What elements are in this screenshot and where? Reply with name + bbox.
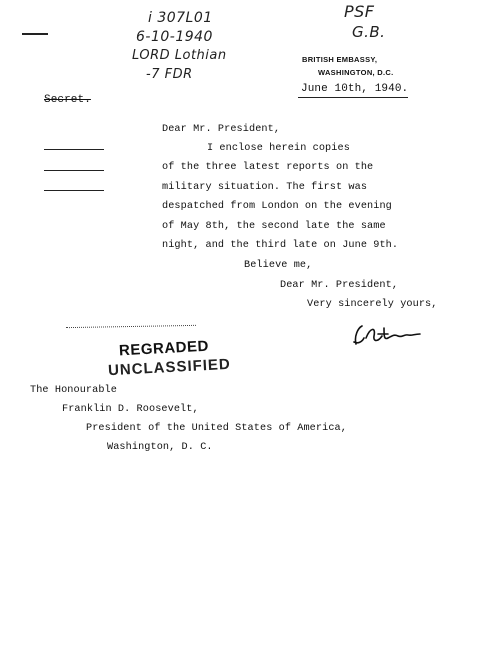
body-line: I enclose herein copies — [207, 143, 350, 154]
address-line3: President of the United States of America, — [86, 423, 347, 434]
classification-marking: Secret. — [44, 94, 91, 106]
closing-line3: Very sincerely yours, — [307, 299, 438, 310]
closing-line2: Dear Mr. President, — [280, 280, 399, 291]
date-underline — [298, 97, 408, 98]
margin-rule-3 — [44, 190, 104, 191]
embassy-city: WASHINGTON, D.C. — [318, 68, 394, 77]
margin-rule-1 — [44, 149, 104, 150]
dotted-separator — [66, 325, 196, 328]
closing-line1: Believe me, — [244, 260, 313, 271]
archive-note-line2: 6-10-1940 — [136, 29, 213, 45]
file-mark-gb: G.B. — [352, 23, 386, 41]
letter-date: June 10th, 1940. — [301, 83, 409, 95]
archive-note-line1: i 307L01 — [148, 10, 213, 26]
embassy-heading: BRITISH EMBASSY, — [302, 55, 378, 64]
body-line: night, and the third late on June 9th. — [162, 240, 399, 251]
body-line: of May 8th, the second late the same — [162, 221, 386, 232]
stamp-regraded: REGRADED — [118, 337, 210, 360]
margin-rule-2 — [44, 170, 104, 171]
body-line: despatched from London on the evening — [162, 201, 392, 212]
margin-mark — [22, 33, 48, 35]
address-line1: The Honourable — [30, 385, 117, 396]
address-line4: Washington, D. C. — [107, 442, 213, 453]
archive-note-line4: -7 FDR — [146, 67, 193, 82]
body-line: military situation. The first was — [162, 182, 368, 193]
file-mark-psf: PSF — [344, 2, 375, 21]
address-line2: Franklin D. Roosevelt, — [62, 404, 199, 415]
body-line: of the three latest reports on the — [162, 162, 374, 173]
salutation: Dear Mr. President, — [162, 124, 281, 135]
archive-note-line3: LORD Lothian — [132, 48, 227, 63]
stamp-unclassified: UNCLASSIFIED — [107, 355, 232, 380]
signature-image — [348, 322, 428, 352]
